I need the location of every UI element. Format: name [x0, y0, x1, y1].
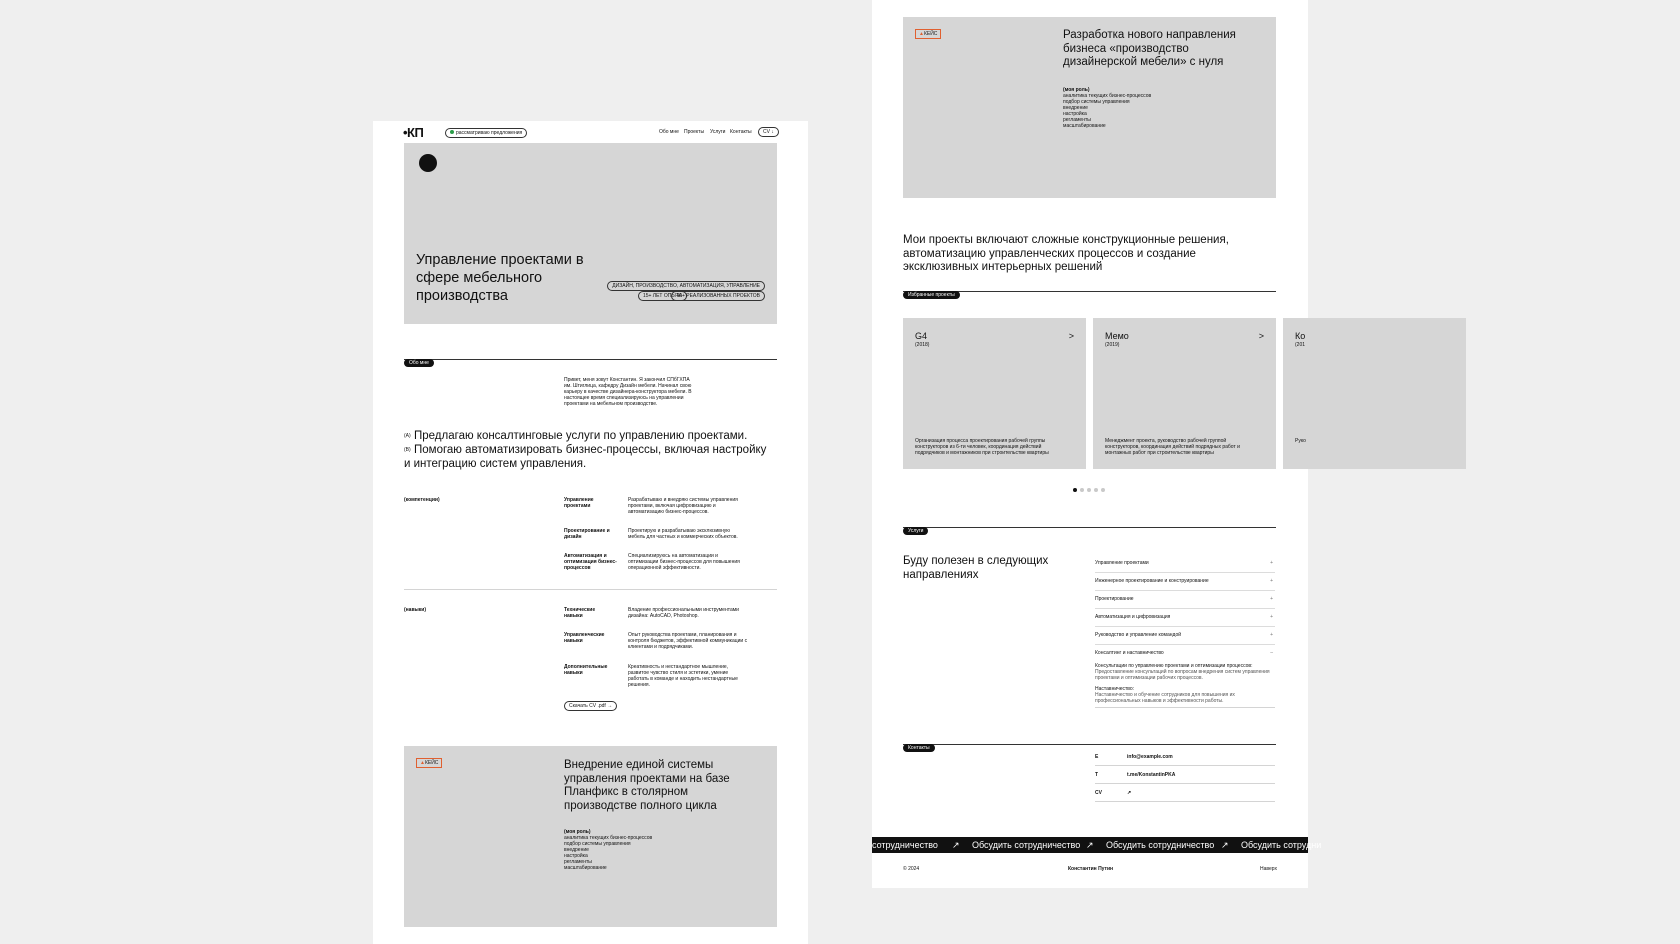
project-card[interactable]	[903, 318, 1086, 469]
carousel-dot[interactable]	[1101, 488, 1105, 492]
plus-icon: +	[1270, 596, 1273, 602]
fire-icon: ▲	[919, 31, 924, 37]
case-badge-label: КЕЙС	[923, 31, 938, 37]
service-label: Управление проектами	[1095, 560, 1149, 566]
footer-name: Константин Путин	[1068, 866, 1114, 872]
projects-tag: Избранные проекты	[903, 291, 960, 299]
contact-divider	[1095, 783, 1275, 784]
nav-item-projects[interactable]: Проекты	[684, 129, 705, 135]
hero-tag-experience: 15+ ЛЕТ ОПЫТА	[638, 291, 687, 301]
services-heading: Буду полезен в следующих направлениях	[903, 555, 1049, 581]
contact-email-link[interactable]: info@example.com	[1127, 754, 1173, 760]
case-role: подбор системы управления	[564, 841, 631, 847]
service-item[interactable]	[1095, 627, 1275, 645]
services-divider	[903, 527, 1276, 528]
footer-copyright: © 2024	[903, 866, 920, 872]
logo[interactable]: •КП	[403, 125, 424, 140]
plus-icon: +	[1270, 560, 1273, 566]
carousel-dot[interactable]	[1094, 488, 1098, 492]
about-line-1: Предлагаю консалтинговые услуги по управлению проектами.	[414, 430, 748, 442]
service-item[interactable]	[1095, 573, 1275, 591]
competency-desc: Разрабатываю и внедряю системы управления проектами, включая цифровизацию и автоматизацию бизнес-процессов.	[628, 497, 738, 515]
chevron-right-icon[interactable]: >	[1258, 331, 1264, 341]
service-detail-title: Наставничество:	[1095, 686, 1135, 692]
plus-icon: +	[1270, 632, 1273, 638]
case-role: аналитика текущих бизнес-процессов	[564, 835, 653, 841]
marquee-text: Обсудить сотрудни	[1241, 840, 1322, 850]
project-year: (2019)	[1105, 342, 1120, 348]
case-card[interactable]	[903, 17, 1276, 198]
fire-icon: ▲	[420, 760, 425, 766]
service-detail-desc: Предоставление консультаций по вопросам внедрения систем управления проектами и оптимизации рабочих процессов.	[1095, 669, 1270, 681]
service-label: Руководство и управление командой	[1095, 632, 1182, 638]
contact-key: CV	[1095, 790, 1102, 796]
competency-desc: Специализируюсь на автоматизации и оптимизации бизнес-процессов для повышения операционной эффективности.	[628, 553, 740, 571]
project-year: (2018)	[915, 342, 930, 348]
case-badge	[416, 758, 442, 768]
skill-desc: Креативность и нестандартное мышление, развитое чувство стиля и эстетики, умение работать в команде и находить нестандартные решения.	[628, 664, 738, 688]
about-line-3: и интеграцию систем управления.	[404, 458, 587, 470]
carousel-dot[interactable]	[1080, 488, 1084, 492]
case-title: Разработка нового направления бизнеса «производство дизайнерской мебели» с нуля	[1063, 29, 1236, 68]
plus-icon: +	[1270, 578, 1273, 584]
case-role: внедрение	[1063, 105, 1088, 111]
contact-divider	[1095, 801, 1275, 802]
hero-tag-scope: ДИЗАЙН, ПРОИЗВОДСТВО, АВТОМАТИЗАЦИЯ, УПРАВЛЕНИЕ	[607, 281, 765, 291]
service-label: Инженерное проектирование и конструирование	[1095, 578, 1209, 584]
case-role: регламенты	[1063, 117, 1091, 123]
about-tag: Обо мне	[404, 359, 434, 367]
carousel-dot[interactable]	[1073, 488, 1077, 492]
nav-item-contacts[interactable]: Контакты	[730, 129, 752, 135]
project-year: (201	[1295, 342, 1306, 348]
project-card[interactable]	[1093, 318, 1276, 469]
skill-title: Управленческие навыки	[564, 632, 605, 644]
project-name: Ко	[1295, 331, 1306, 341]
nav-item-about[interactable]: Обо мне	[659, 129, 679, 135]
skill-title: Дополнительные навыки	[564, 664, 608, 676]
project-name: Мемо	[1105, 331, 1129, 341]
competency-desc: Проектирую и разрабатываю эксклюзивную мебель для частных и коммерческих объектов.	[628, 528, 738, 540]
marquee-text: Обсудить сотрудничество	[1106, 840, 1215, 850]
service-label: Консалтинг и наставничество	[1095, 650, 1164, 656]
contact-key: T	[1095, 772, 1099, 778]
back-to-top-link[interactable]: Наверх	[1260, 866, 1277, 872]
arrow-up-right-icon: ↗	[1221, 840, 1229, 850]
competency-title: Управление проектами	[564, 497, 594, 509]
marker-b: (B)	[404, 447, 411, 453]
skill-desc: Опыт руководства проектами, планирования и контроля бюджетов, эффективной коммуникации с клиентами и подрядчиками.	[628, 632, 748, 650]
status-text: рассматриваю предложения	[456, 130, 523, 136]
contacts-divider	[903, 744, 1276, 745]
service-item[interactable]	[1095, 591, 1275, 609]
case-role: масштабирование	[1063, 123, 1106, 129]
carousel-dot[interactable]	[1087, 488, 1091, 492]
download-icon: ↓	[771, 129, 774, 135]
marker-a: (A)	[404, 433, 411, 439]
contact-divider	[1095, 765, 1275, 766]
case-badge	[915, 29, 941, 39]
service-item[interactable]	[1095, 609, 1275, 627]
project-desc: Менеджмент проекта, руководство рабочей группой конструкторов, координация действий подрядных работ и монтажных работ при строительстве квартиры	[1105, 438, 1240, 456]
competency-title: Проектирование и дизайн	[564, 528, 610, 540]
case-role: регламенты	[564, 859, 592, 865]
services-bottom-divider	[1095, 707, 1275, 708]
case-role: настройка	[564, 853, 588, 859]
hero-block	[404, 143, 777, 324]
contact-key: E	[1095, 754, 1099, 760]
left-page-mockup	[373, 121, 808, 944]
status-badge	[445, 128, 527, 138]
skill-desc: Владение профессиональными инструментами дизайна: AutoCAD, Photoshop.	[628, 607, 739, 619]
contact-cv-link[interactable]: ↗	[1127, 790, 1132, 796]
nav-item-services[interactable]: Услуги	[710, 129, 726, 135]
download-cv-label: Скачать CV .pdf	[569, 703, 606, 709]
plus-icon: +	[1270, 614, 1273, 620]
hero-dot-icon	[419, 154, 437, 172]
case-role: внедрение	[564, 847, 589, 853]
chevron-right-icon[interactable]: >	[1068, 331, 1074, 341]
minus-icon: –	[1270, 650, 1273, 656]
hero-title: Управление проектами в сфере мебельного производства	[416, 252, 584, 304]
cv-label: CV	[763, 129, 770, 135]
competencies-divider	[404, 589, 777, 590]
competency-title: Автоматизация и оптимизация бизнес-процессов	[564, 553, 617, 571]
cv-button[interactable]	[758, 127, 779, 137]
service-item-expanded[interactable]	[1095, 645, 1275, 663]
skill-title: Технические навыки	[564, 607, 596, 619]
service-label: Проектирование	[1095, 596, 1134, 602]
case-title: Внедрение единой системы управления проектами на базе Планфикс в столярном производстве полного цикла	[564, 759, 730, 812]
service-detail-desc: Наставничество и обучение сотрудников для повышения их профессиональных навыков и эффективности работы.	[1095, 692, 1235, 704]
download-cv-button[interactable]	[564, 701, 617, 711]
service-label: Автоматизация и цифровизация	[1095, 614, 1171, 620]
right-page-mockup	[872, 0, 1322, 888]
case-role: аналитика текущих бизнес-процессов	[1063, 93, 1152, 99]
services-tag: Услуги	[903, 527, 928, 535]
services-list	[1095, 555, 1275, 705]
project-card[interactable]	[1283, 318, 1466, 469]
status-dot-icon	[450, 130, 454, 134]
project-desc: Руко	[1295, 438, 1306, 444]
case-role: настройка	[1063, 111, 1087, 117]
marquee-text: Обсудить сотрудничество	[972, 840, 1081, 850]
about-line-2: Помогаю автоматизировать бизнес-процессы, включая настройку	[414, 444, 767, 456]
about-intro: Привет, меня зовут Константин. Я закончил СПбГХПА им. Штиглица, кафедру Дизайн мебели. Начинал свою карьеру в качестве дизайнера-конструктора мебели. В настоящее время специализируюсь на управлении проектами на мебельном производстве.	[564, 377, 692, 407]
case-role: подбор системы управления	[1063, 99, 1130, 105]
arrow-right-icon: →	[607, 703, 613, 709]
competencies-label: (компетенции)	[404, 497, 440, 503]
marquee-banner[interactable]	[872, 837, 1322, 853]
case-role-label: (моя роль)	[564, 829, 591, 835]
project-name: G4	[915, 331, 928, 341]
arrow-up-right-icon: ↗	[1086, 840, 1094, 850]
case-card[interactable]	[404, 746, 777, 927]
skills-label: (навыки)	[404, 607, 427, 613]
arrow-up-right-icon: ↗	[952, 840, 960, 850]
contacts-tag: Контакты	[903, 744, 935, 752]
projects-intro: Мои проекты включают сложные конструкционные решения, автоматизацию управленческих процессов и создание эксклюзивных интерьерных решений	[903, 234, 1229, 273]
about-divider	[404, 359, 777, 360]
case-badge-label: КЕЙС	[424, 760, 439, 766]
service-detail-title: Консультации по управлению проектами и оптимизации процессов:	[1095, 663, 1253, 669]
case-role: масштабирование	[564, 865, 607, 871]
project-desc: Организация процесса проектирования рабочей группы конструкторов из 6-ти человек, координация действий подрядчиков и монтажников при строительстве квартиры	[915, 438, 1049, 456]
hero-tag-projects: 40+ РЕАЛИЗОВАННЫХ ПРОЕКТОВ	[671, 291, 765, 301]
service-item[interactable]	[1095, 555, 1275, 573]
contact-telegram-link[interactable]: t.me/KonstantinPKA	[1127, 772, 1176, 778]
case-role-label: (моя роль)	[1063, 87, 1090, 93]
marquee-text: сотрудничество	[872, 840, 938, 850]
